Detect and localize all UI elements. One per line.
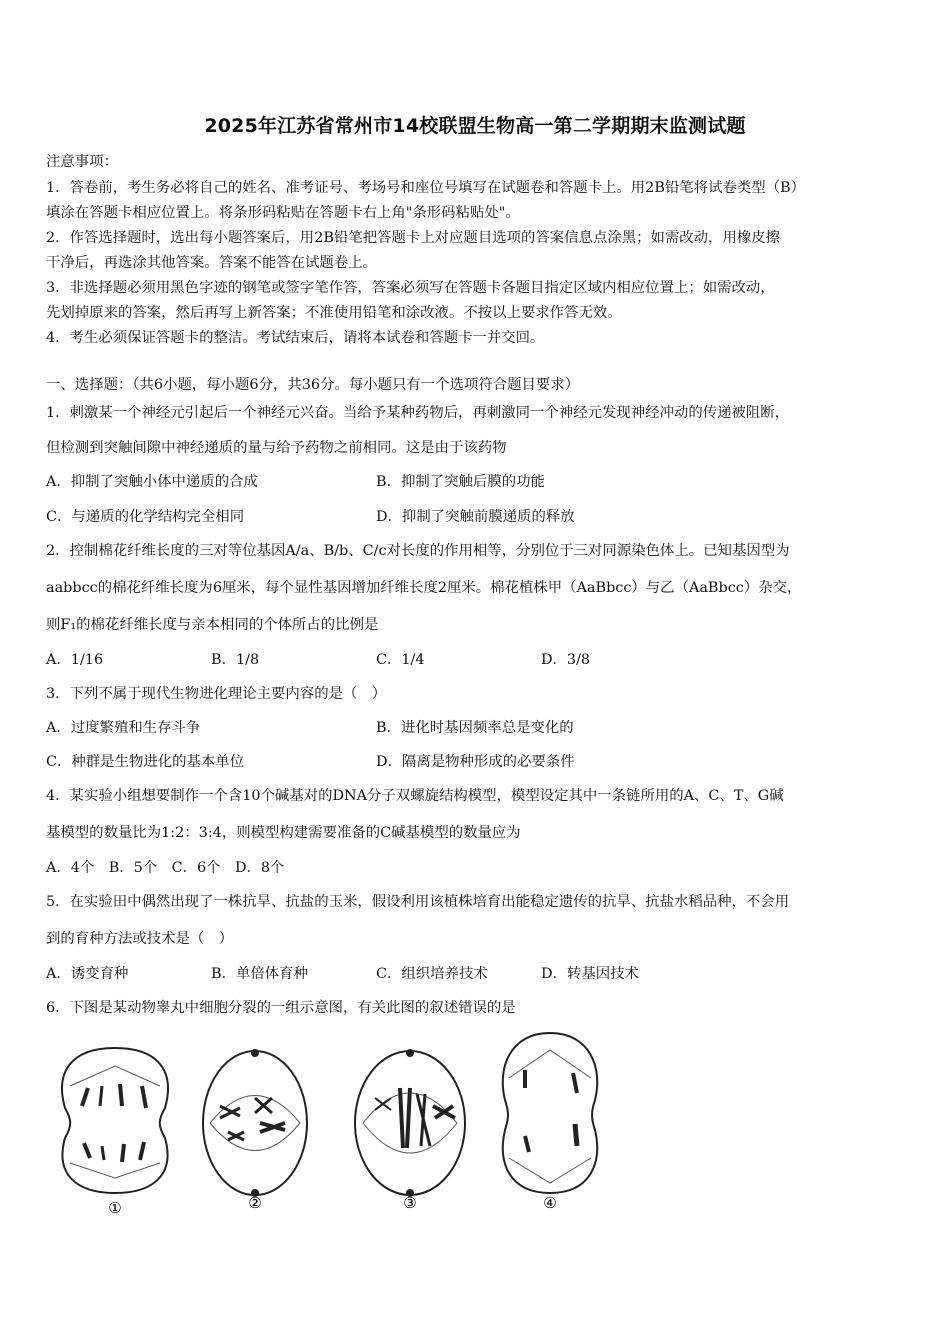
q2-option-d: D．3/8 — [541, 652, 591, 668]
figure-label: ③ — [403, 1194, 417, 1212]
notes-line: 干净后，再选涂其他答案。答案不能答在试题卷上。 — [46, 255, 377, 271]
q1-option-d: D．抑制了突触前膜递质的释放 — [376, 509, 575, 525]
q5-stem: 5．在实验田中偶然出现了一株抗旱、抗盐的玉米，假设利用该植株培育出能稳定遗传的抗旱、抗盐水稻品种，不会用 — [46, 894, 790, 910]
notes-line: 1．答卷前，考生务必将自己的姓名、准考证号、考场号和座位号填写在试题卷和答题卡上。用2B铅笔将试卷类型（B） — [46, 180, 805, 196]
q5-stem: 到的育种方法或技术是（ ） — [46, 931, 234, 947]
q2-option-a: A．1/16 — [46, 652, 104, 668]
figure-label: ④ — [543, 1194, 557, 1212]
q1-option-c: C．与递质的化学结构完全相同 — [46, 509, 245, 525]
notes-line: 2．作答选择题时，选出每小题答案后，用2B铅笔把答题卡上对应题目选项的答案信息点涂黑；如需改动，用橡皮擦 — [46, 230, 781, 246]
notes-line: 3．非选择题必须用黑色字迹的钢笔或签字笔作答，答案必须写在答题卡各题目指定区域内相应位置上；如需改动， — [46, 280, 775, 296]
cell-division-figure — [40, 1028, 620, 1218]
q5-option-a: A．诱变育种 — [46, 966, 129, 982]
page-title: 2025年江苏省常州市14校联盟生物高一第二学期期末监测试题 — [204, 115, 746, 137]
q3-option-a: A．过度繁殖和生存斗争 — [46, 720, 201, 736]
q2-stem: 2．控制棉花纤维长度的三对等位基因A/a、B/b、C/c对长度的作用相等，分别位于三对同源染色体上。已知基因型为 — [46, 543, 790, 559]
q3-option-d: D．隔离是物种形成的必要条件 — [376, 754, 575, 770]
q3-option-c: C．种群是生物进化的基本单位 — [46, 754, 245, 770]
q2-stem: aabbcc的棉花纤维长度为6厘米，每个显性基因增加纤维长度2厘米。棉花植株甲（AaBbcc）与乙（AaBbcc）杂交， — [46, 580, 802, 596]
q2-option-b: B．1/8 — [211, 652, 260, 668]
figure-label: ① — [108, 1199, 122, 1217]
notes-line: 4．考生必须保证答题卡的整洁。考试结束后，请将本试卷和答题卡一并交回。 — [46, 330, 545, 346]
q1-option-a: A．抑制了突触小体中递质的合成 — [46, 474, 258, 490]
q5-option-b: B．单倍体育种 — [211, 966, 308, 982]
q1-stem: 1．刺激某一个神经元引起后一个神经元兴奋。当给予某种药物后，再刺激同一个神经元发现神经冲动的传递被阻断， — [46, 405, 790, 421]
section-heading: 一、选择题：（共6小题，每小题6分，共36分。每小题只有一个选项符合题目要求） — [46, 377, 580, 393]
q5-option-c: C．组织培养技术 — [376, 966, 488, 982]
cell-3-metaphase — [355, 1050, 465, 1196]
q5-option-d: D．转基因技术 — [541, 966, 639, 982]
notes-heading: 注意事项： — [46, 154, 118, 170]
q3-stem: 3．下列不属于现代生物进化理论主要内容的是（ ） — [46, 686, 387, 702]
cell-4-anaphase — [503, 1033, 597, 1193]
figure-label: ② — [248, 1194, 262, 1212]
cell-2-metaphase — [203, 1050, 307, 1196]
q1-option-b: B．抑制了突触后膜的功能 — [376, 474, 545, 490]
q4-stem: 基模型的数量比为1:2：3:4，则模型构建需要准备的C碱基模型的数量应为 — [46, 825, 521, 841]
q4-options: A．4个 B．5个 C．6个 D．8个 — [46, 860, 285, 876]
cell-division-diagram — [40, 1028, 620, 1218]
cell-1-anaphase — [62, 1048, 168, 1193]
notes-line: 填涂在答题卡相应位置上。将条形码粘贴在答题卡右上角"条形码粘贴处"。 — [46, 205, 520, 221]
q4-stem: 4．某实验小组想要制作一个含10个碱基对的DNA分子双螺旋结构模型，模型设定其中一条链所用的A、C、T、G碱 — [46, 788, 784, 804]
q1-stem: 但检测到突触间隙中神经递质的量与给予药物之前相同。这是由于该药物 — [46, 440, 507, 456]
q6-stem: 6．下图是某动物睾丸中细胞分裂的一组示意图，有关此图的叙述错误的是 — [46, 1000, 516, 1016]
notes-line: 先划掉原来的答案，然后再写上新答案；不准使用铅笔和涂改液。不按以上要求作答无效。 — [46, 305, 622, 321]
q2-option-c: C．1/4 — [376, 652, 425, 668]
q3-option-b: B．进化时基因频率总是变化的 — [376, 720, 574, 736]
q2-stem: 则F₁的棉花纤维长度与亲本相同的个体所占的比例是 — [46, 617, 379, 633]
